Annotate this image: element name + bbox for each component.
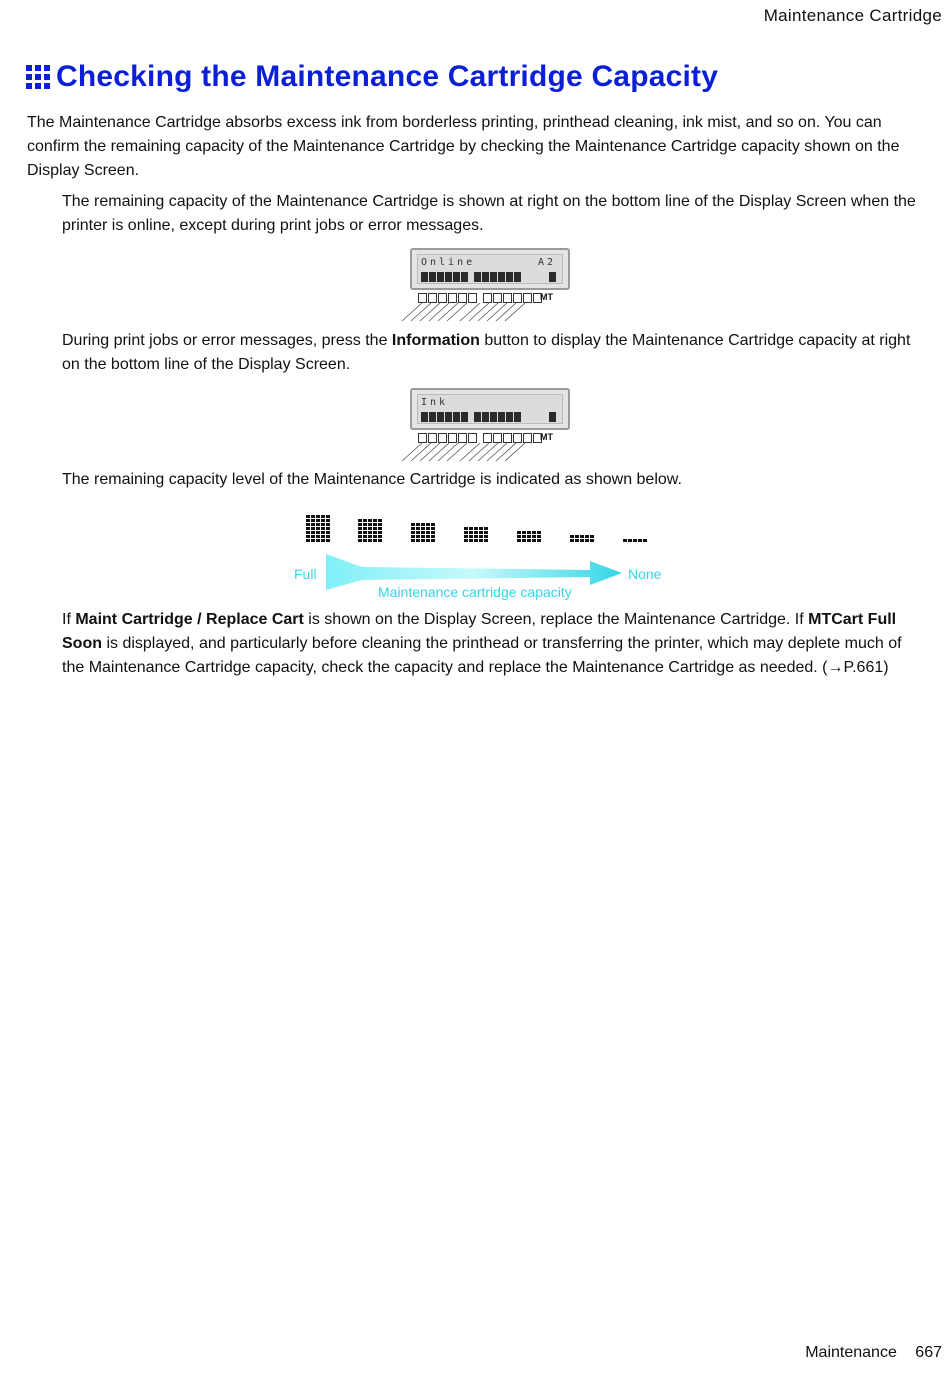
lcd-status-text: Online	[421, 257, 476, 268]
information-button-name: Information	[391, 332, 480, 349]
grid-icon	[26, 65, 50, 89]
lcd-top-line	[421, 397, 556, 408]
replace-paragraph: If Maint Cartridge / Replace Cart is shown on the Display Screen, replace the Maintenance Cartridge. If MTCart Full Soon is displayed, and particularly before cleaning the printhead or transferring the printer, which may deplete much of the Maintenance Cartridge capacity, check the capacity and replace the Maintenance Cartridge as needed. (→P.661)	[62, 611, 902, 676]
legend-leader-lines	[396, 443, 526, 465]
page-footer	[805, 1344, 942, 1362]
replace-message: Maint Cartridge / Replace Cart	[75, 611, 304, 628]
lcd-screen	[417, 394, 563, 424]
online-paragraph: The remaining capacity of the Maintenance Cartridge is shown at right on the bottom line of the Display Screen when the printer is online, except during print jobs or error messages.	[62, 193, 916, 234]
section-heading	[26, 60, 718, 94]
mt-level-block	[549, 272, 556, 282]
display-screen-online-figure	[396, 248, 570, 302]
ink-level-blocks	[421, 412, 521, 422]
lcd-top-line	[421, 257, 556, 268]
capacity-level-4	[464, 527, 488, 542]
mt-level-block	[549, 412, 556, 422]
lcd-frame	[410, 388, 570, 430]
capacity-level-1	[623, 539, 647, 542]
capacity-level-2	[570, 535, 594, 542]
ink-legend-boxes	[418, 293, 542, 303]
capacity-level-6	[358, 519, 382, 542]
ink-legend-boxes	[418, 433, 542, 443]
full-soon-message: MTCart Full Soon	[62, 611, 897, 652]
intro-paragraph: The Maintenance Cartridge absorbs excess ink from borderless printing, printhead cleaning, ink mist, and so on. You can confirm the remaining capacity of the Maintenance Cartridge by checking the Maintenance Cartridge capacity shown on the Display Screen.	[27, 114, 900, 179]
display-screen-ink-figure	[396, 388, 570, 442]
capacity-level-icons	[300, 500, 660, 545]
mt-label: MT	[540, 292, 553, 302]
information-paragraph: During print jobs or error messages, press the Information button to display the Maintenance Cartridge capacity at right on the bottom line of the Display Screen.	[62, 332, 911, 373]
full-label: Full	[294, 566, 317, 582]
lcd-frame	[410, 248, 570, 290]
lcd-screen	[417, 254, 563, 284]
capacity-axis-label: Maintenance cartridge capacity	[378, 584, 572, 600]
lcd-paper-size: A2	[537, 257, 556, 268]
lcd-status-text: Ink	[421, 397, 449, 408]
running-header: Maintenance Cartridge	[763, 6, 942, 25]
footer-section: Maintenance	[805, 1344, 897, 1361]
levels-paragraph: The remaining capacity level of the Maintenance Cartridge is indicated as shown below.	[62, 471, 682, 488]
ink-level-blocks	[421, 272, 521, 282]
page-title: Checking the Maintenance Cartridge Capacity	[56, 60, 719, 93]
none-label: None	[628, 566, 662, 582]
capacity-level-7	[306, 515, 330, 542]
capacity-level-5	[411, 523, 435, 542]
legend-leader-lines	[396, 303, 526, 325]
mt-label: MT	[540, 432, 553, 442]
page-number: 667	[915, 1344, 942, 1361]
capacity-level-3	[517, 531, 541, 542]
